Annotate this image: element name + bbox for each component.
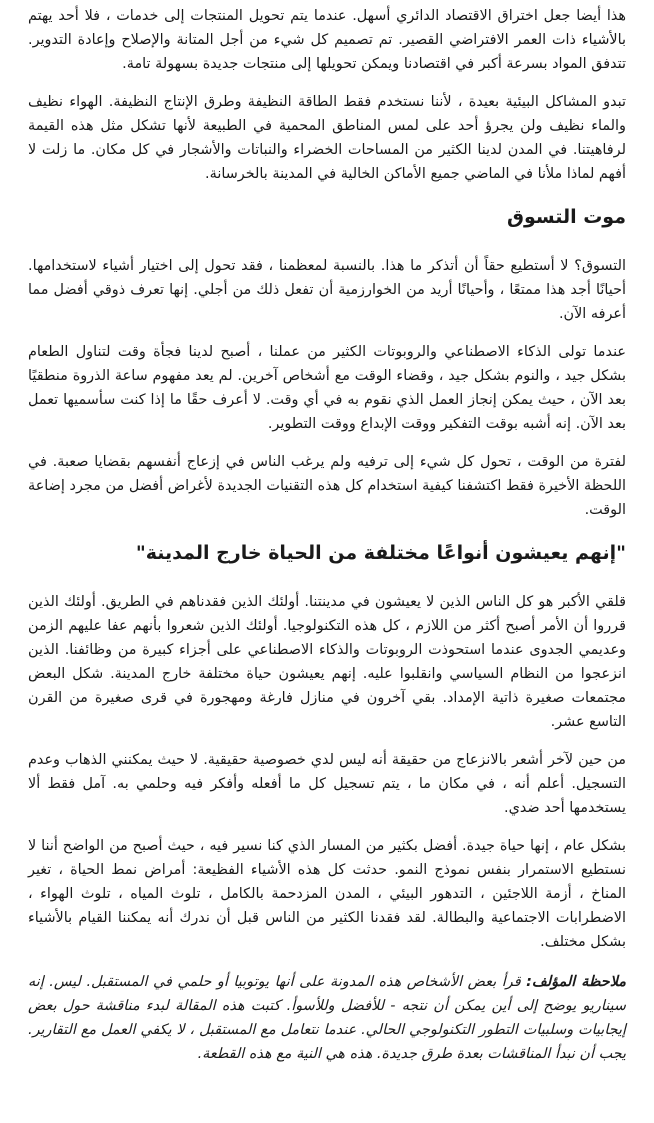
- outside-paragraph-1: قلقي الأكبر هو كل الناس الذين لا يعيشون في مدينتنا. أولئك الذين فقدناهم في الطريق. أولئك الذين قرروا أن الأمر أصبح أكثر من اللازم ، كل هذه التكنولوجيا. أولئك الذين شعروا بأنهم عفا عليهم الزمن وعديمي الجدوى عندما استحوذت الروبوتات والذكاء الاصطناعي على أجزاء كبيرة من وظائفنا. الذين انزعجوا من النظام السياسي وانقلبوا عليه. إنهم يعيشون حياة مختلفة خارج المدينة. شكل البعض مجتمعات صغيرة ذاتية الإمداد. بقي آخرون في منازل فارغة ومهجورة في قرى صغيرة من القرن التاسع عشر.: [28, 594, 626, 730]
- author-note: [28, 970, 626, 1066]
- author-note-text: قرأ بعض الأشخاص هذه المدونة على أنها يوتوبيا أو حلمي في المستقبل. ليس. إنه سيناريو يوضح إلى أين يمكن أن نتجه - للأفضل وللأسوأ. كتبت هذه المقالة لبدء مناقشة حول بعض إيجابيات وسلبيات التطور التكنولوجي الحالي. عندما نتعامل مع المستقبل ، لا يكفي العمل مع التقارير. يجب أن نبدأ المناقشات بعدة طرق جديدة. هذه هي النية مع هذه القطعة.: [28, 974, 626, 1062]
- intro-paragraph-1: هذا أيضا جعل اختراق الاقتصاد الدائري أسهل. عندما يتم تحويل المنتجات إلى خدمات ، فلا أحد يهتم بالأشياء ذات العمر الافتراضي القصير. تم تصميم كل شيء من أجل المتانة والإصلاح وإعادة التدوير. تتدفق المواد بسرعة أكبر في اقتصادنا ويمكن تحويلها إلى منتجات جديدة بسهولة تامة.: [28, 8, 626, 72]
- intro-paragraph-2: تبدو المشاكل البيئية بعيدة ، لأننا نستخدم فقط الطاقة النظيفة وطرق الإنتاج النظيفة. الهواء نظيف والماء نظيف ولن يجرؤ أحد على لمس المناطق المحمية في الطبيعة لأنها تشكل مثل هذه القيمة لرفاهيتنا. في المدن لدينا الكثير من المساحات الخضراء والنباتات والأشجار في كل مكان. ما زلت لا أفهم لماذا ملأنا في الماضي جميع الأماكن الخالية في المدينة بالخرسانة.: [28, 94, 626, 182]
- author-note-label: ملاحظة المؤلف:: [526, 974, 626, 990]
- shopping-section-heading: موت التسوق: [506, 206, 626, 228]
- shopping-paragraph-3: لفترة من الوقت ، تحول كل شيء إلى ترفيه ولم يرغب الناس في إزعاج أنفسهم بقضايا صعبة. في اللحظة الأخيرة فقط اكتشفنا كيفية استخدام كل هذه التقنيات الجديدة لأغراض أفضل من مجرد إضاعة الوقت.: [28, 454, 626, 518]
- shopping-paragraph-1: التسوق؟ لا أستطيع حقاً أن أتذكر ما هذا. بالنسبة لمعظمنا ، فقد تحول إلى اختيار أشياء لاستخدامها. أحيانًا أجد هذا ممتعًا ، وأحيانًا أريد من الخوارزمية أن تفعل ذلك من أجلي. إنها تعرف ذوقي أفضل مما أعرفه الآن.: [28, 258, 626, 322]
- outside-paragraph-3: بشكل عام ، إنها حياة جيدة. أفضل بكثير من المسار الذي كنا نسير فيه ، حيث أصبح من الواضح أننا لا نستطيع الاستمرار بنفس نموذج النمو. حدثت كل هذه الأشياء الفظيعة: أمراض نمط الحياة ، تغير المناخ ، أزمة اللاجئين ، التدهور البيئي ، المدن المزدحمة بالكامل ، تلوث المياه ، تلوث الهواء ، الاضطرابات الاجتماعية والبطالة. لقد فقدنا الكثير من الناس قبل أن ندرك أنه يمكننا القيام بالأشياء بشكل مختلف.: [28, 838, 626, 950]
- shopping-paragraph-2: عندما تولى الذكاء الاصطناعي والروبوتات الكثير من عملنا ، أصبح لدينا فجأة وقت لتناول الطعام بشكل جيد ، والنوم بشكل جيد ، وقضاء الوقت مع أشخاص آخرين. لم يعد مفهوم ساعة الذروة منطقيًا بعد الآن ، حيث يمكن إنجاز العمل الذي نقوم به في أي وقت. لا أعرف حقًا ما إذا كنت سأسميها تعمل بعد الآن. إنه أشبه بوقت التفكير ووقت الإبداع ووقت التطوير.: [28, 344, 626, 432]
- outside-city-section-heading: "إنهم يعيشون أنواعًا مختلفة من الحياة خارج المدينة": [135, 542, 626, 564]
- outside-paragraph-2: من حين لآخر أشعر بالانزعاج من حقيقة أنه ليس لدي خصوصية حقيقية. لا حيث يمكنني الذهاب وعدم التسجيل. أعلم أنه ، في مكان ما ، يتم تسجيل كل ما أفعله وأفكر فيه وحلمي به. آمل فقط ألا يستخدمها أحد ضدي.: [28, 752, 626, 816]
